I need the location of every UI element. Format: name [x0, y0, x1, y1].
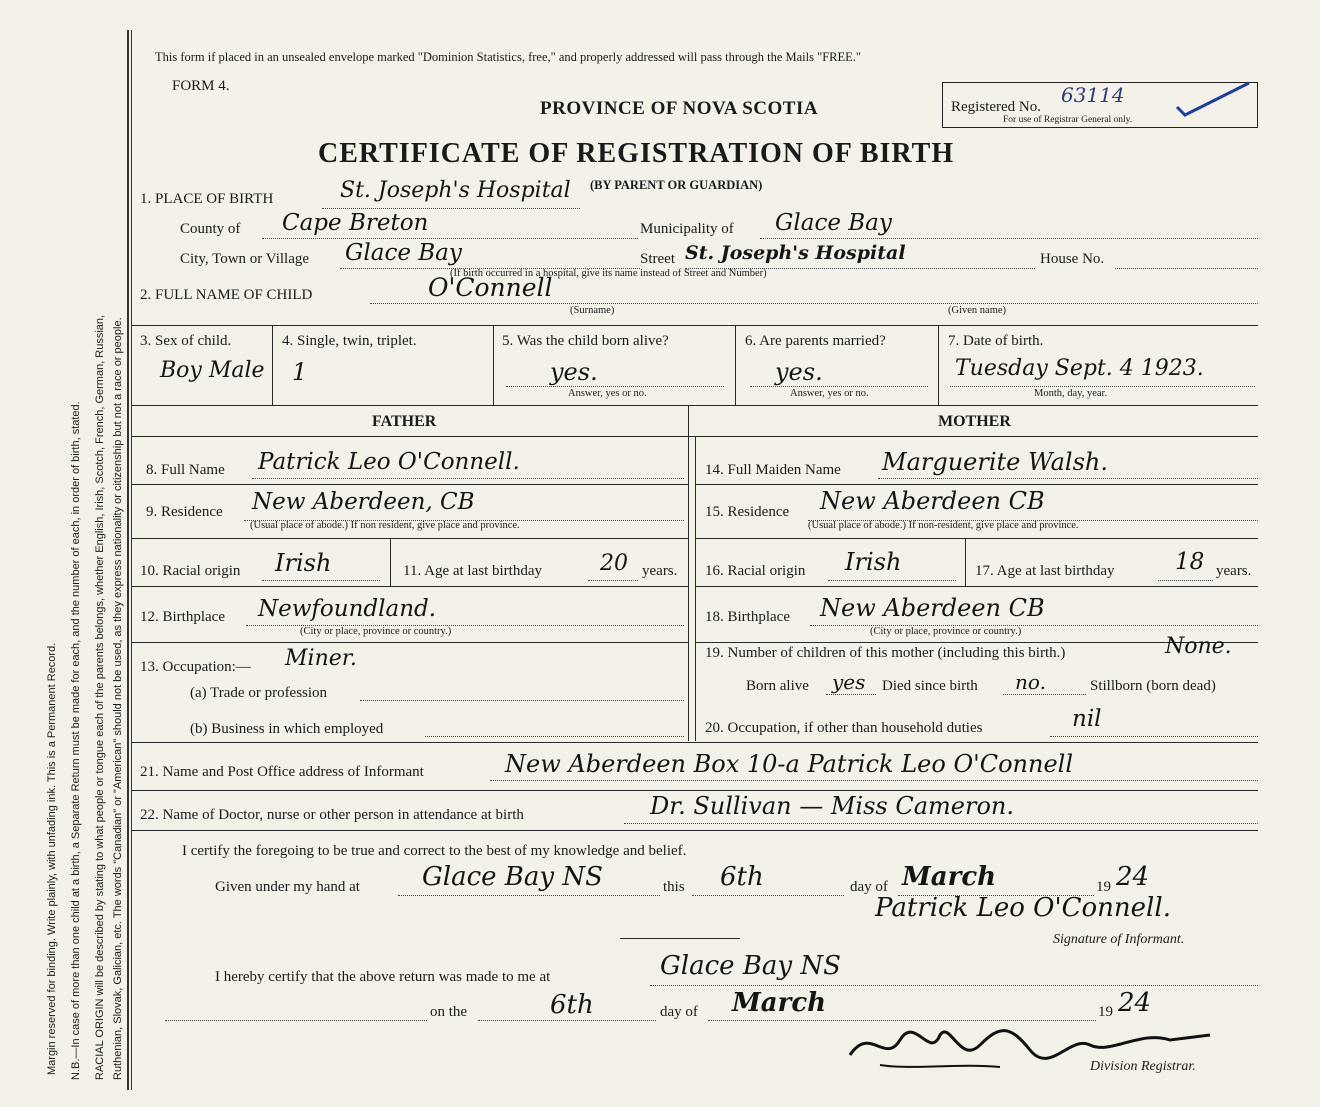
child-surname: O'Connell — [428, 273, 553, 302]
father-birthplace-value: Newfoundland. — [258, 596, 437, 622]
sex-label: 3. Sex of child. — [140, 333, 232, 349]
father-residence-value: New Aberdeen, CB — [252, 489, 475, 515]
children-count-label: 19. Number of children of this mother (including this birth.) — [705, 645, 1066, 661]
children-count-value: None. — [1165, 634, 1232, 659]
margin-note-racial-2: Ruthenian, Slovak, Galician, etc. The words "Canadian" or "American" should not be used, as they express nationality or citizenship but not a race or people. — [112, 317, 124, 1080]
registered-note: For use of Registrar General only. — [1003, 115, 1133, 125]
date-of-birth-label: 7. Date of birth. — [948, 333, 1044, 349]
mother-heading: MOTHER — [938, 413, 1011, 430]
city-value: Glace Bay — [345, 240, 462, 266]
stillborn-label: Stillborn (born dead) — [1090, 678, 1216, 694]
mother-birthplace-value: New Aberdeen CB — [820, 594, 1045, 622]
dob-caption: Month, day, year. — [1034, 388, 1108, 399]
informant-value: New Aberdeen Box 10-a Patrick Leo O'Connell — [505, 750, 1073, 778]
registered-label: Registered No. — [951, 99, 1041, 115]
street-value: St. Joseph's Hospital — [685, 242, 906, 264]
mail-notice: This form if placed in an unsealed envelope marked "Dominion Statistics, free," and properly addressed will pass through the Mails "FREE." — [155, 50, 862, 64]
given-under-hand-label: Given under my hand at — [215, 879, 360, 895]
house-no-label: House No. — [1040, 251, 1105, 267]
father-birthplace-caption: (City or place, province or country.) — [300, 626, 452, 637]
signature-caption: Signature of Informant. — [1053, 932, 1185, 947]
by-parent-caption: (BY PARENT OR GUARDIAN) — [590, 178, 763, 192]
mother-racial-label: 16. Racial origin — [705, 563, 806, 579]
born-alive-value: yes. — [550, 358, 598, 386]
mother-residence-label: 15. Residence — [705, 504, 790, 520]
father-age-label: 11. Age at last birthday — [403, 563, 542, 579]
date-of-birth-value: Tuesday Sept. 4 1923. — [955, 356, 1204, 381]
born-alive-count-value: yes — [832, 670, 866, 694]
registrar-statement: I hereby certify that the above return was made to me at — [215, 969, 551, 985]
hospital-note: (If birth occurred in a hospital, give its name instead of Street and Number) — [450, 268, 767, 279]
registered-number: 63114 — [1061, 83, 1125, 107]
registrar-place-value: Glace Bay NS — [660, 951, 841, 981]
margin-rule — [127, 30, 129, 1090]
form-number: FORM 4. — [172, 78, 230, 94]
mother-occupation-label: 20. Occupation, if other than household duties — [705, 720, 983, 736]
mother-birthplace-label: 18. Birthplace — [705, 609, 790, 625]
given-year-value: 24 — [1116, 862, 1150, 892]
this-label: this — [663, 879, 685, 895]
registrar-year-value: 24 — [1118, 988, 1152, 1018]
given-name-caption: (Given name) — [948, 305, 1007, 316]
father-residence-label: 9. Residence — [146, 504, 223, 520]
mother-name-label: 14. Full Maiden Name — [705, 462, 841, 478]
doctor-value: Dr. Sullivan — Miss Cameron. — [650, 792, 1014, 820]
given-place-value: Glace Bay NS — [422, 862, 603, 892]
given-year-prefix: 19 — [1096, 879, 1111, 895]
mother-racial-value: Irish — [845, 548, 902, 576]
father-birthplace-label: 12. Birthplace — [140, 609, 225, 625]
mother-age-value: 18 — [1175, 549, 1205, 575]
trade-label: (a) Trade or profession — [190, 685, 328, 701]
registrar-caption: Division Registrar. — [1090, 1059, 1196, 1074]
sex-value: Boy Male — [160, 358, 265, 383]
margin-rule-inner — [131, 30, 132, 1090]
father-residence-caption: (Usual place of abode.) If non resident, give place and province. — [250, 520, 520, 531]
died-since-birth-label: Died since birth — [882, 678, 978, 694]
province-heading: PROVINCE OF NOVA SCOTIA — [540, 98, 819, 119]
father-name-value: Patrick Leo O'Connell. — [258, 449, 520, 475]
single-twin-label: 4. Single, twin, triplet. — [282, 333, 417, 349]
margin-note-binding: Margin reserved for binding. Write plainly, with unfading ink. This is a Permanent Record. — [46, 642, 58, 1075]
mother-years-label: years. — [1216, 563, 1252, 579]
father-racial-label: 10. Racial origin — [140, 563, 241, 579]
doctor-label: 22. Name of Doctor, nurse or other person in attendance at birth — [140, 807, 524, 823]
father-racial-value: Irish — [275, 549, 332, 577]
father-occupation-value: Miner. — [285, 646, 357, 671]
given-day-of-label: day of — [850, 879, 888, 895]
registrar-month-value: March — [732, 988, 827, 1018]
registrar-day-of-label: day of — [660, 1004, 698, 1020]
on-the-label: on the — [430, 1004, 468, 1020]
mother-birthplace-caption: (City or place, province or country.) — [870, 626, 1022, 637]
city-label: City, Town or Village — [180, 251, 310, 267]
business-label: (b) Business in which employed — [190, 721, 384, 737]
born-alive-label: 5. Was the child born alive? — [502, 333, 669, 349]
father-occupation-label: 13. Occupation:— — [140, 659, 251, 675]
mother-occupation-value: nil — [1072, 706, 1102, 732]
municipality-label: Municipality of — [640, 221, 734, 237]
died-since-birth-value: no. — [1015, 670, 1046, 694]
informant-label: 21. Name and Post Office address of Informant — [140, 764, 424, 780]
born-alive-count-label: Born alive — [746, 678, 809, 694]
given-day-value: 6th — [720, 862, 764, 892]
father-name-label: 8. Full Name — [146, 462, 225, 478]
child-name-label: 2. FULL NAME OF CHILD — [140, 287, 313, 303]
informant-signature: Patrick Leo O'Connell. — [875, 893, 1171, 923]
given-month-value: March — [902, 862, 997, 892]
margin-note-nb: N.B.—In case of more than one child at a birth, a Separate Return must be made for each, and the number of each, in order of birth, stated. — [70, 401, 82, 1080]
county-value: Cape Breton — [282, 210, 429, 236]
certify-statement: I certify the foregoing to be true and correct to the best of my knowledge and belief. — [182, 843, 687, 859]
father-age-value: 20 — [600, 551, 628, 576]
mother-age-label: 17. Age at last birthday — [975, 563, 1115, 579]
registrar-year-prefix: 19 — [1098, 1004, 1113, 1020]
mother-residence-caption: (Usual place of abode.) If non-resident, give place and province. — [808, 520, 1079, 531]
place-of-birth-value: St. Joseph's Hospital — [340, 178, 571, 203]
father-heading: FATHER — [372, 413, 437, 430]
parents-married-value: yes. — [775, 358, 823, 386]
answer-caption-6: Answer, yes or no. — [790, 388, 869, 399]
mother-residence-value: New Aberdeen CB — [820, 487, 1045, 515]
mother-name-value: Marguerite Walsh. — [882, 448, 1108, 476]
certificate-title: CERTIFICATE OF REGISTRATION OF BIRTH — [318, 138, 955, 169]
margin-note-racial: RACIAL ORIGIN will be described by stating to what people or tongue each of the parents belongs, whether English, Irish, Scotch, French, German, Russian, — [94, 314, 106, 1080]
registrar-day-value: 6th — [550, 990, 594, 1020]
place-of-birth-label: 1. PLACE OF BIRTH — [140, 191, 274, 207]
answer-caption-5: Answer, yes or no. — [568, 388, 647, 399]
parents-married-label: 6. Are parents married? — [745, 333, 886, 349]
surname-caption: (Surname) — [570, 305, 615, 316]
street-label: Street — [640, 251, 675, 267]
single-twin-value: 1 — [292, 358, 308, 386]
municipality-value: Glace Bay — [775, 210, 892, 236]
registered-box — [942, 82, 1258, 128]
father-years-label: years. — [642, 563, 678, 579]
check-mark-icon — [1171, 77, 1255, 117]
county-label: County of — [180, 221, 241, 237]
